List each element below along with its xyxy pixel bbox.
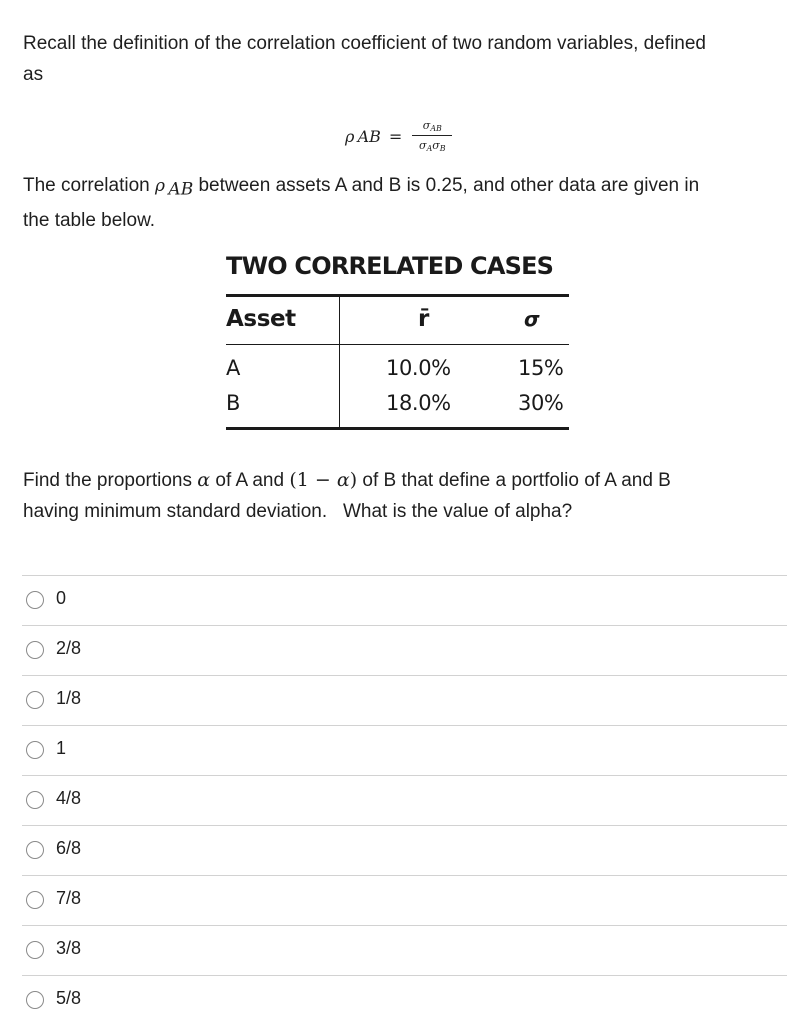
row-b-sigma: 30% [518, 391, 564, 415]
formula-denominator: $\sigma_A\sigma_B$ [419, 139, 446, 153]
table-column-divider [339, 296, 340, 428]
correlation-line-1: The correlation ρ $_{AB}$ between assets A and B is 0.25, and other data are given in [23, 175, 700, 200]
correlation-paragraph [23, 170, 793, 236]
option-4[interactable] [22, 775, 787, 825]
radio-button[interactable] [26, 741, 44, 759]
option-label: 2/8 [56, 638, 82, 658]
option-7[interactable] [22, 925, 787, 975]
alpha-symbol: α [197, 469, 211, 491]
radio-button[interactable] [26, 691, 44, 709]
row-a-sigma: 15% [518, 356, 564, 380]
question-line-2: having minimum standard deviation. What is the value of alpha? [23, 501, 573, 522]
option-label: 5/8 [56, 988, 82, 1008]
option-label: 1/8 [56, 688, 82, 708]
table-top-rule [226, 294, 569, 297]
table-title: TWO CORRELATED CASES [226, 252, 554, 280]
option-6[interactable] [22, 875, 787, 925]
correlation-line-2: the table below. [23, 210, 156, 232]
option-label: 3/8 [56, 938, 82, 958]
option-0[interactable] [22, 575, 787, 625]
question-line-1: Find the proportions α of A and (1 − α) of B that define a portfolio of A and B [23, 469, 671, 491]
answer-options [22, 575, 787, 1025]
rho-symbol: ρ $_{AB}$ [155, 176, 194, 200]
row-a-r: 10.0% [386, 356, 451, 380]
option-1[interactable] [22, 625, 787, 675]
option-2[interactable] [22, 675, 787, 725]
row-b-asset: B [226, 391, 241, 415]
radio-button[interactable] [26, 791, 44, 809]
header-sigma: σ [524, 307, 540, 331]
radio-button[interactable] [26, 991, 44, 1009]
radio-button[interactable] [26, 941, 44, 959]
radio-button[interactable] [26, 891, 44, 909]
radio-button[interactable] [26, 841, 44, 859]
option-5[interactable] [22, 825, 787, 875]
table-bottom-rule [226, 427, 569, 430]
option-label: 0 [56, 588, 67, 608]
correlation-formula [345, 112, 452, 160]
option-3[interactable] [22, 725, 787, 775]
radio-button[interactable] [26, 591, 44, 609]
question-paragraph [23, 465, 793, 527]
intro-line-2: as [23, 64, 44, 85]
option-8[interactable] [22, 975, 787, 1025]
formula-equals: = [388, 126, 403, 146]
intro-line-1: Recall the definition of the correlation coefficient of two random variables, defined [23, 33, 706, 54]
option-label: 7/8 [56, 888, 82, 908]
row-b-r: 18.0% [386, 391, 451, 415]
table-header-rule [226, 344, 569, 345]
option-label: 6/8 [56, 838, 82, 858]
header-r: r̄ [418, 306, 429, 332]
formula-numerator: $\sigma_{AB}$ [422, 119, 442, 133]
option-label: 4/8 [56, 788, 82, 808]
option-label: 1 [56, 738, 67, 758]
formula-lhs: ρ AB [345, 126, 381, 146]
row-a-asset: A [226, 356, 240, 380]
formula-fraction [412, 119, 452, 153]
header-asset: Asset [226, 306, 296, 332]
radio-button[interactable] [26, 641, 44, 659]
data-table [226, 294, 569, 430]
intro-paragraph [23, 28, 793, 90]
